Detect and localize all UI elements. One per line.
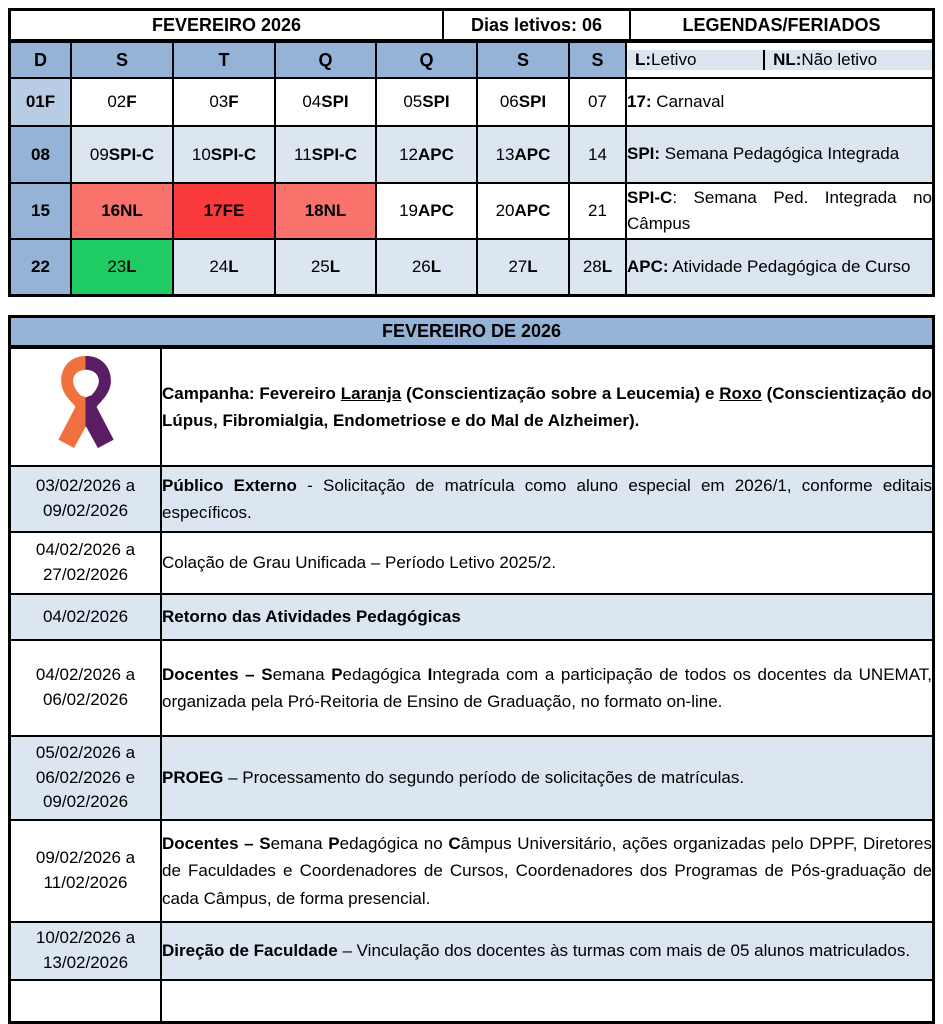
legend-key: NL: [773, 50, 802, 69]
calendar-week-row [11, 78, 932, 126]
day-number: 21 [588, 201, 607, 220]
schedule-row [11, 640, 932, 736]
day-number: 28 [582, 257, 602, 276]
schedule-description [161, 980, 932, 1021]
text-segment: emana [272, 664, 332, 684]
day-number: 16 [101, 201, 121, 220]
ribbon-cell [11, 348, 161, 466]
day-code: L [601, 257, 613, 276]
calendar-day-cell [173, 239, 275, 294]
day-code: FE [222, 201, 245, 220]
text-segment: emana [270, 834, 329, 854]
schedule-month-title: FEVEREIRO DE 2026 [11, 318, 932, 347]
text-segment: edagógica no [339, 834, 449, 854]
legend-key: SPI: [627, 144, 661, 164]
legend-value: Letivo [651, 50, 697, 69]
day-code: SPI [321, 92, 349, 111]
calendar-day-cell [173, 126, 275, 183]
weekday-header-tue: T [173, 42, 275, 78]
campaign-text [161, 348, 932, 466]
legend-key: L: [635, 50, 652, 69]
calendar-day-cell [71, 183, 173, 239]
day-number: 06 [499, 92, 519, 111]
day-number: 04 [302, 92, 322, 111]
text-segment: (Conscientização do Lúpus, Fibromialgia, Endometriose e do Mal de Alzheimer). [162, 383, 932, 430]
legend-value: Semana Pedagógica Integrada [660, 144, 900, 164]
day-code: L [228, 257, 239, 276]
schedule-description [161, 466, 932, 532]
calendar-day-cell [11, 78, 71, 126]
calendar-day-cell [11, 126, 71, 183]
schedule-table [8, 315, 935, 1024]
legend-value: Atividade Pedagógica de Curso [668, 256, 911, 276]
schedule-body [11, 348, 932, 1021]
day-number: 10 [191, 144, 211, 164]
underlined-text: Laranja [340, 383, 402, 403]
schedule-date: 05/02/2026 a 06/02/2026 e 09/02/2026 [11, 736, 161, 820]
text-segment: C [448, 834, 461, 854]
calendar-day-cell [71, 239, 173, 294]
day-number: 12 [399, 144, 418, 164]
text-segment: (Conscientização sobre a Leucemia) e [401, 383, 720, 403]
legend-key: APC: [627, 256, 669, 276]
text-segment: Docentes – [162, 834, 260, 854]
schedule-date: 04/02/2026 [11, 594, 161, 640]
day-code: F [44, 92, 56, 111]
schedule-description [161, 922, 932, 980]
calendar-day-cell [11, 239, 71, 294]
legend-title: LEGENDAS/FERIADOS [631, 11, 932, 41]
calendar-day-cell [275, 78, 376, 126]
weekday-header-row [11, 42, 932, 78]
text-segment: edagógica [342, 664, 428, 684]
calendar-day-cell [376, 78, 477, 126]
calendar-day-cell [477, 183, 569, 239]
day-code: L [126, 257, 137, 276]
text-segment: P [328, 834, 340, 854]
schedule-date: 04/02/2026 a 06/02/2026 [11, 640, 161, 736]
text-segment: – Processamento do segundo período de solicitações de matrículas. [223, 768, 745, 788]
schedule-row [11, 820, 932, 922]
day-number: 22 [31, 257, 50, 276]
day-number: 17 [203, 201, 223, 220]
day-code: L [527, 257, 538, 276]
legend-key: SPI-C [627, 187, 673, 207]
day-code: F [228, 92, 239, 111]
day-number: 08 [31, 144, 50, 164]
calendar-day-cell [376, 183, 477, 239]
campaign-row [11, 348, 932, 466]
calendar-day-cell [173, 183, 275, 239]
day-code: APC [514, 201, 551, 220]
day-number: 02 [107, 92, 127, 111]
day-number: 18 [304, 201, 324, 220]
text-segment: S [259, 834, 271, 854]
calendar-week-row [11, 183, 932, 239]
day-code: APC [418, 144, 454, 164]
day-code: NL [323, 201, 347, 220]
calendar-week-row [11, 239, 932, 294]
calendar-day-cell [569, 78, 626, 126]
schedule-row [11, 594, 932, 640]
weekday-header-wed: Q [275, 42, 376, 78]
day-code: SPI-C [210, 144, 257, 164]
calendar-table [8, 8, 935, 297]
schedule-date: 10/02/2026 a 13/02/2026 [11, 922, 161, 980]
calendar-day-cell [275, 183, 376, 239]
schedule-grid [11, 347, 932, 1021]
awareness-ribbon-icon [40, 355, 132, 459]
day-number: 25 [310, 257, 330, 276]
day-number: 23 [107, 257, 127, 276]
weekday-header-fri: S [477, 42, 569, 78]
calendar-day-cell [275, 239, 376, 294]
schedule-row-partial [11, 980, 932, 1021]
schedule-row [11, 922, 932, 980]
text-segment: Retorno das Atividades Pedagógicas [162, 607, 461, 627]
day-number: 26 [411, 257, 431, 276]
day-number: 27 [508, 257, 528, 276]
calendar-grid-body [11, 42, 932, 294]
underlined-text: Roxo [719, 383, 762, 403]
text-segment: Direção de Faculdade [162, 941, 338, 961]
text-segment: ntegrada com a participação de todos os docentes da UNEMAT, organizada pela Pró-Reitoria de Ensino de Graduação, no formato on-line. [162, 664, 933, 711]
day-number: 11 [294, 144, 312, 164]
weekday-header-thu: Q [376, 42, 477, 78]
legend-value: Não letivo [801, 50, 878, 69]
text-segment: – Vinculação dos docentes às turmas com mais de 05 alunos matriculados. [337, 941, 911, 961]
calendar-day-cell [173, 78, 275, 126]
day-number: 03 [209, 92, 229, 111]
text-segment: S [261, 664, 273, 684]
day-code: F [126, 92, 137, 111]
day-number: 15 [31, 201, 50, 220]
legend-letivo-pair [626, 42, 932, 78]
day-number: 19 [399, 201, 418, 220]
day-number: 14 [588, 144, 607, 164]
calendar-day-cell [569, 126, 626, 183]
calendar-day-cell [569, 183, 626, 239]
calendar-day-cell [11, 183, 71, 239]
text-segment: Docentes – [162, 664, 262, 684]
schedule-description [161, 736, 932, 820]
weekday-header-mon: S [71, 42, 173, 78]
text-segment: âmpus Universitário, ações organizadas pelo DPPF, Diretores de Faculdades e Coordenadores de Cursos, Coordenadores dos Programas de Pós-graduação de cada Câmpus, de forma presencial. [162, 834, 932, 908]
schedule-description [161, 594, 932, 640]
day-number: 05 [403, 92, 423, 111]
text-segment: Público Externo [162, 475, 297, 495]
schedule-description [161, 820, 932, 922]
calendar-grid [11, 41, 932, 294]
text-segment: I [427, 664, 433, 684]
schedule-row [11, 466, 932, 532]
legend-item-nao-letivo [765, 50, 932, 70]
day-number: 01 [25, 92, 45, 111]
calendar-day-cell [376, 126, 477, 183]
legend-item-spi-c [626, 183, 932, 239]
text-segment: Campanha: Fevereiro [162, 383, 341, 403]
calendar-week-row [11, 126, 932, 183]
schedule-date: 04/02/2026 a 27/02/2026 [11, 532, 161, 594]
legend-item-apc [626, 239, 932, 294]
legend-item-spi [626, 126, 932, 183]
legend-value: : Semana Ped. Integrada no Câmpus [627, 187, 932, 233]
calendar-header-row [11, 11, 932, 41]
day-number: 13 [495, 144, 515, 164]
schedule-description [161, 640, 932, 736]
calendar-day-cell [569, 239, 626, 294]
legend-item-carnaval [626, 78, 932, 126]
school-days-count: Dias letivos: 06 [444, 11, 631, 41]
legend-value: Carnaval [651, 91, 725, 111]
schedule-date: 09/02/2026 a 11/02/2026 [11, 820, 161, 922]
day-number: 09 [89, 144, 109, 164]
calendar-day-cell [477, 126, 569, 183]
text-segment: Colação de Grau Unificada – Período Letivo 2025/2. [162, 553, 557, 573]
weekday-header-sat: S [569, 42, 626, 78]
schedule-date: 03/02/2026 a 09/02/2026 [11, 466, 161, 532]
legend-item-letivo [627, 50, 765, 70]
day-number: 24 [209, 257, 229, 276]
calendar-day-cell [477, 239, 569, 294]
text-segment: - Solicitação de matrícula como aluno especial em 2026/1, conforme editais específicos. [162, 475, 932, 522]
day-code: L [329, 257, 341, 276]
calendar-day-cell [71, 126, 173, 183]
day-code: SPI-C [108, 144, 155, 164]
calendar-month-title: FEVEREIRO 2026 [11, 11, 444, 41]
day-code: SPI-C [311, 144, 357, 164]
day-code: SPI [518, 92, 547, 111]
text-segment: P [331, 664, 343, 684]
day-number: 07 [588, 92, 607, 111]
day-number: 20 [495, 201, 515, 220]
day-code: L [430, 257, 442, 276]
schedule-row [11, 532, 932, 594]
day-code: APC [514, 144, 551, 164]
calendar-day-cell [71, 78, 173, 126]
schedule-row [11, 736, 932, 820]
schedule-date [11, 980, 161, 1021]
calendar-day-cell [275, 126, 376, 183]
text-segment: PROEG [162, 768, 224, 788]
weekday-header-sun: D [11, 42, 71, 78]
day-code: APC [418, 201, 454, 220]
day-code: NL [120, 201, 143, 220]
day-code: SPI [422, 92, 450, 111]
calendar-day-cell [477, 78, 569, 126]
legend-key: 17: [627, 91, 652, 111]
schedule-description [161, 532, 932, 594]
calendar-day-cell [376, 239, 477, 294]
